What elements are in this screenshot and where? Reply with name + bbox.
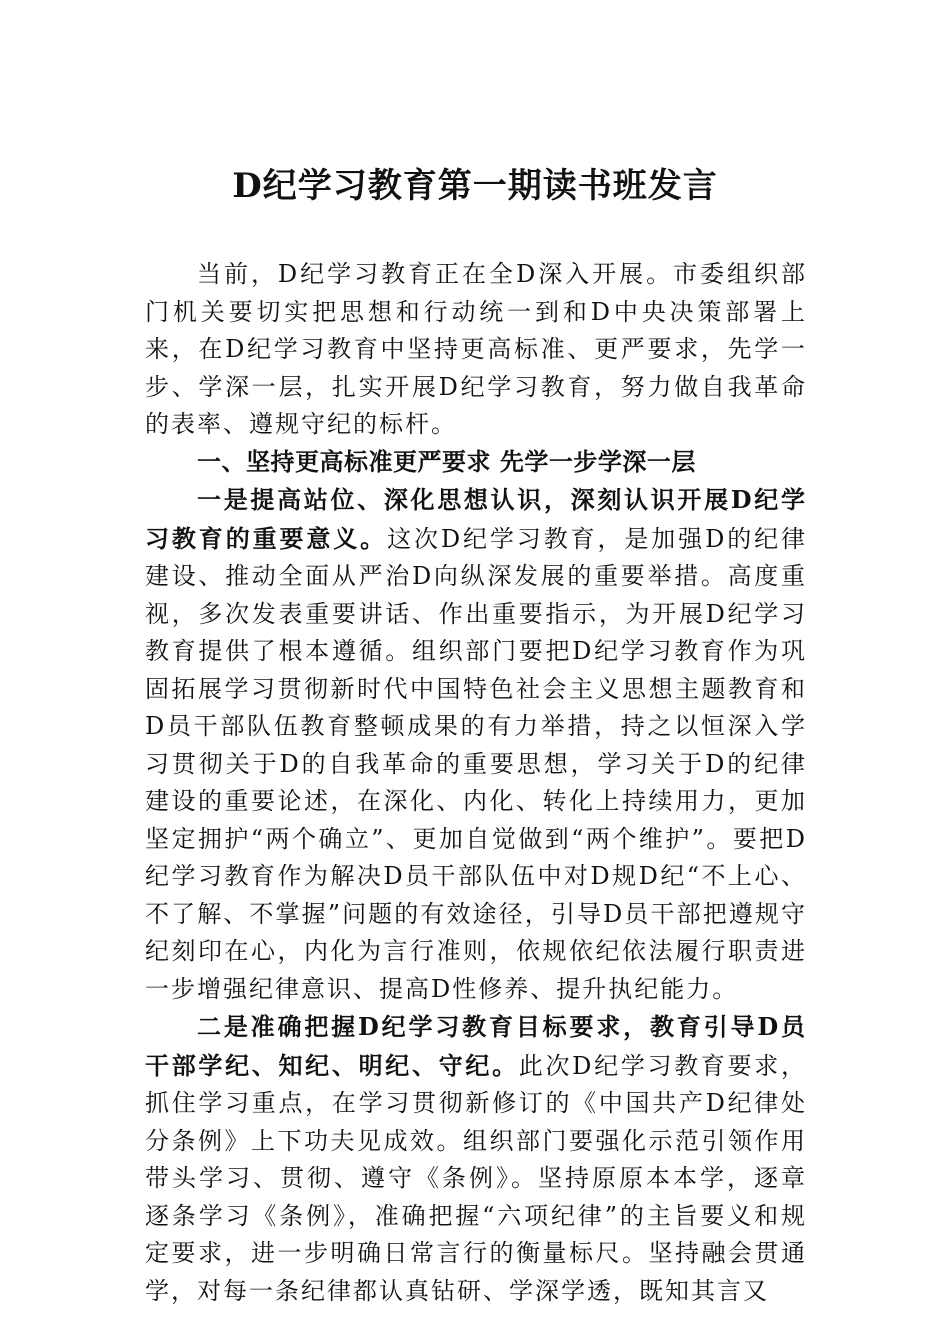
- point-two-lead: 二是准确把握D纪学习教育目标要求，教育引导D员干部学纪、知纪、明纪、守纪。: [145, 1012, 807, 1080]
- point-two-paragraph: [145, 1008, 807, 1310]
- point-one-paragraph: [145, 481, 807, 1008]
- section-heading: 一、坚持更高标准更严要求 先学一步学深一层: [197, 447, 696, 476]
- document-body: [145, 256, 807, 1310]
- intro-paragraph: 当前，D纪学习教育正在全D深入开展。市委组织部门机关要切实把思想和行动统一到和D中央决策部署上来，在D纪学习教育中坚持更高标准、更严要求，先学一步、学深一层，扎实开展D纪学习教育，努力做自我革命的表率、遵规守纪的标杆。: [145, 260, 807, 438]
- point-two-body: 此次D纪学习教育要求，抓住学习重点，在学习贯彻新修订的《中国共产D纪律处分条例》上下功夫见成效。组织部门要强化示范引领作用带头学习、贯彻、遵守《条例》。坚持原原本本学，逐章逐条学习《条例》，准确把握“六项纪律”的主旨要义和规定要求，进一步明确日常言行的衡量标尺。坚持融会贯通学，对每一条纪律都认真钻研、学深学透，既知其言又: [145, 1051, 808, 1305]
- point-one-body: 这次D纪学习教育，是加强D的纪律建设、推动全面从严治D向纵深发展的重要举措。高度重视，多次发表重要讲话、作出重要指示，为开展D纪学习教育提供了根本遵循。组织部门要把D纪学习教育作为巩固拓展学习贯彻新时代中国特色社会主义思想主题教育和D员干部队伍教育整顿成果的有力举措，持之以恒深入学习贯彻关于D的自我革命的重要思想，学习关于D的纪律建设的重要论述，在深化、内化、转化上持续用力，更加坚定拥护“两个确立”、更加自觉做到“两个维护”。要把D纪学习教育作为解决D员干部队伍中对D规D纪“不上心、不了解、不掌握”问题的有效途径，引导D员干部把遵规守纪刻印在心，内化为言行准则，依规依纪依法履行职责进一步增强纪律意识、提高D性修养、提升执纪能力。: [145, 524, 808, 1003]
- point-one-lead: 一是提高站位、深化思想认识，深刻认识开展D纪学习教育的重要意义。: [145, 485, 807, 553]
- document-title: D纪学习教育第一期读书班发言: [232, 166, 718, 206]
